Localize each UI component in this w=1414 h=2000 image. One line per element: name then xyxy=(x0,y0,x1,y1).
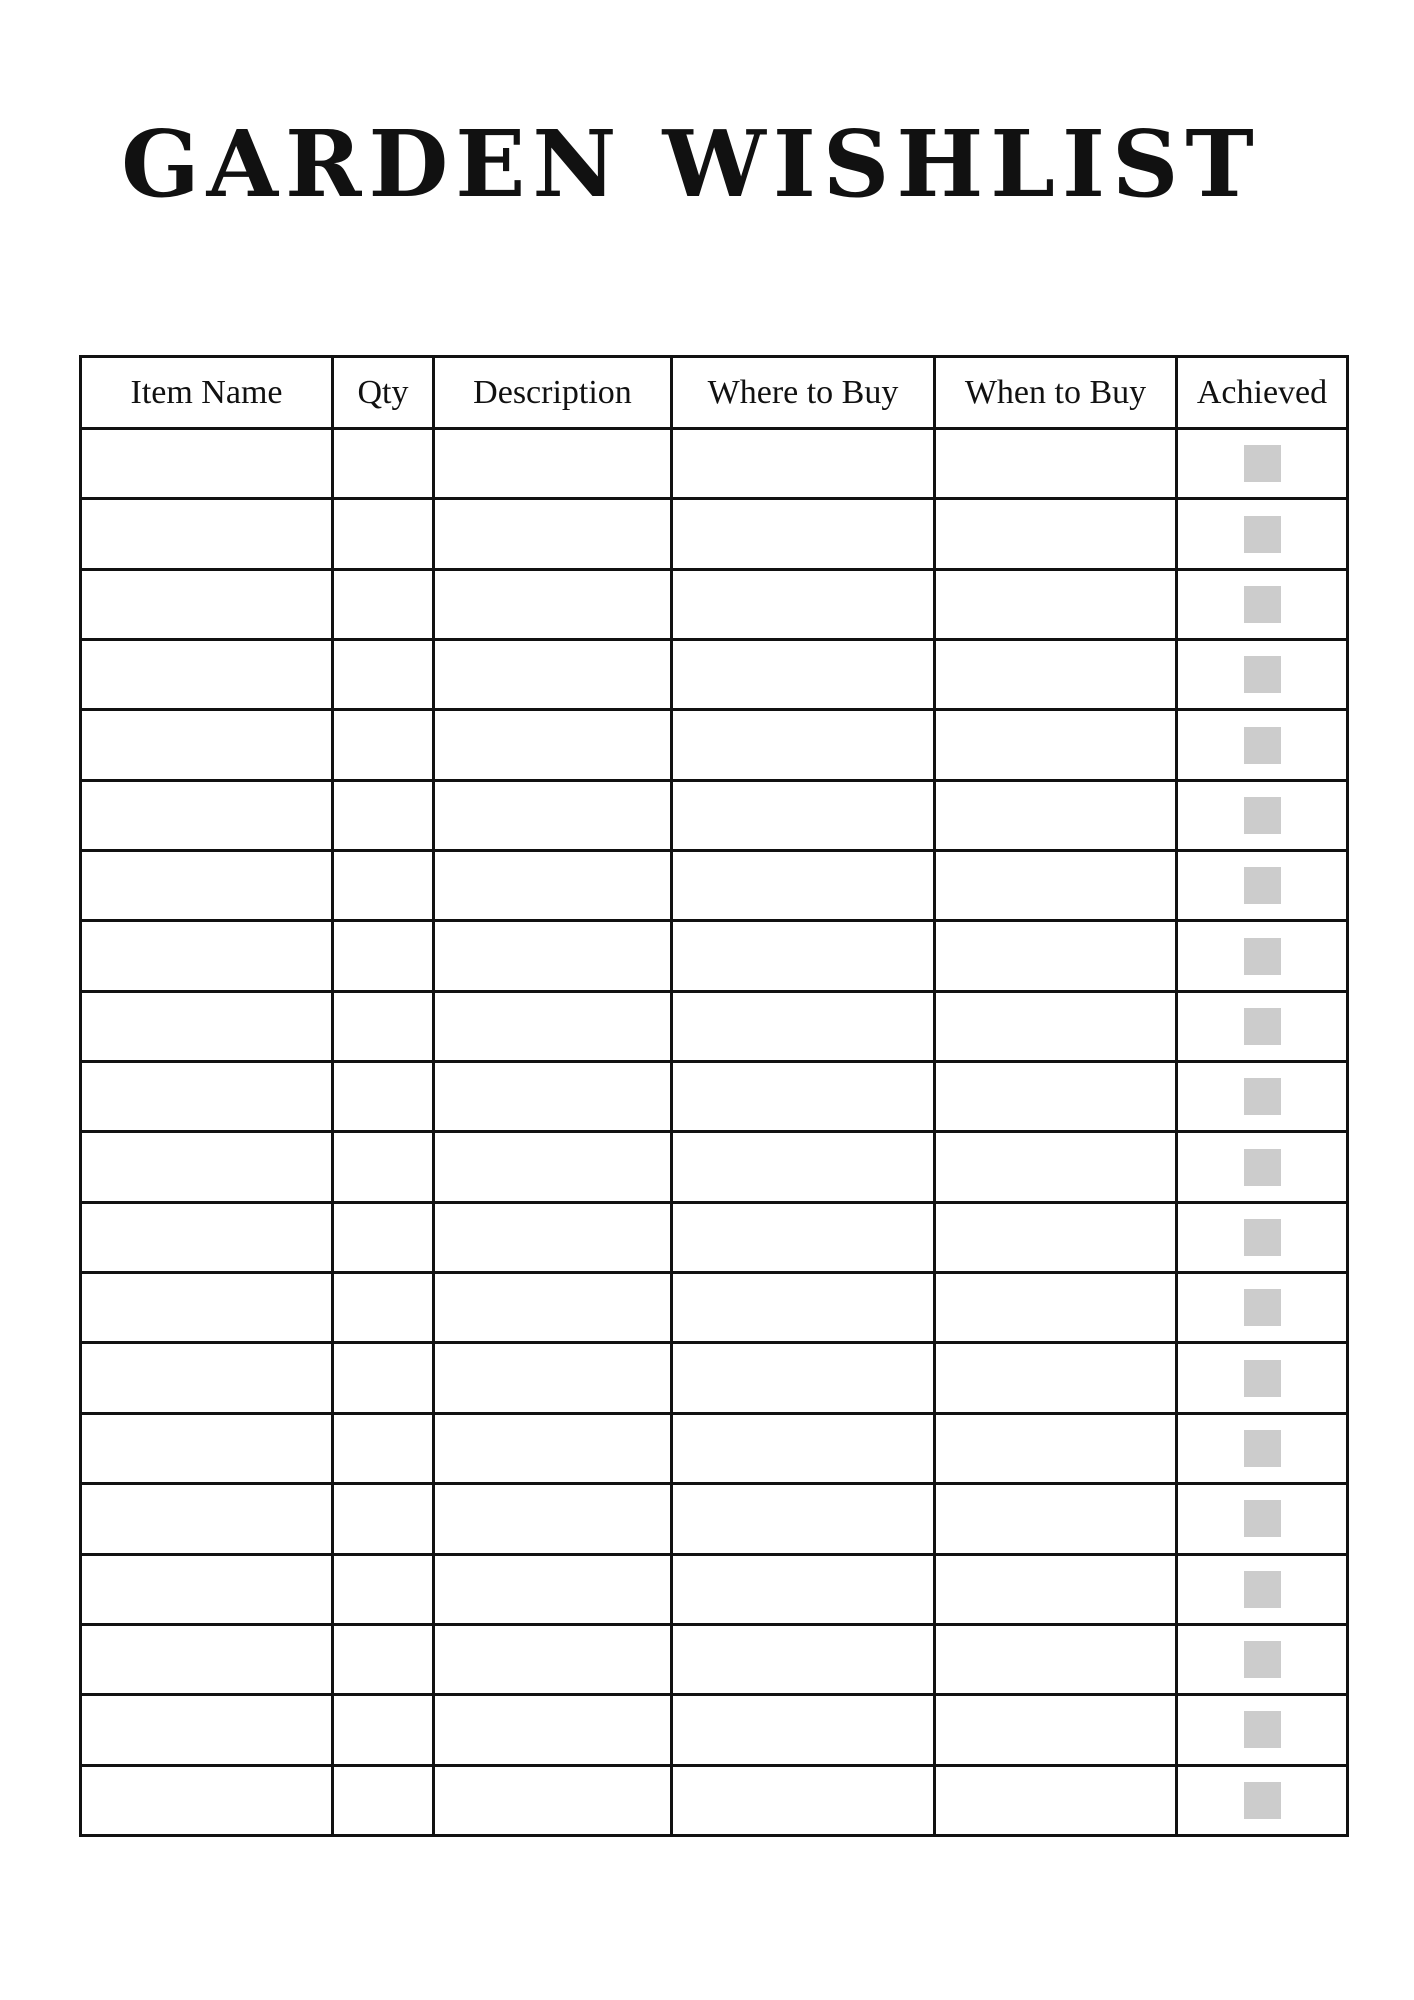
description-cell[interactable] xyxy=(434,1695,672,1765)
where-to-buy-cell[interactable] xyxy=(672,1695,935,1765)
where-to-buy-cell[interactable] xyxy=(672,569,935,639)
when-to-buy-cell[interactable] xyxy=(935,1554,1177,1624)
table-row xyxy=(81,1765,1348,1835)
when-to-buy-cell[interactable] xyxy=(935,921,1177,991)
item-name-cell[interactable] xyxy=(81,1695,333,1765)
description-cell[interactable] xyxy=(434,851,672,921)
table-row xyxy=(81,1695,1348,1765)
where-to-buy-cell[interactable] xyxy=(672,1484,935,1554)
achieved-checkbox[interactable] xyxy=(1244,1711,1281,1748)
description-cell[interactable] xyxy=(434,429,672,499)
achieved-cell xyxy=(1177,1484,1348,1554)
achieved-cell xyxy=(1177,1413,1348,1483)
table-row xyxy=(81,1484,1348,1554)
description-cell[interactable] xyxy=(434,710,672,780)
achieved-checkbox[interactable] xyxy=(1244,1500,1281,1537)
achieved-checkbox[interactable] xyxy=(1244,656,1281,693)
description-cell[interactable] xyxy=(434,921,672,991)
achieved-cell xyxy=(1177,1624,1348,1694)
table-row xyxy=(81,1343,1348,1413)
achieved-cell xyxy=(1177,1343,1348,1413)
table-row xyxy=(81,1413,1348,1483)
description-cell[interactable] xyxy=(434,1273,672,1343)
achieved-checkbox[interactable] xyxy=(1244,445,1281,482)
where-to-buy-cell[interactable] xyxy=(672,1202,935,1272)
qty-cell[interactable] xyxy=(333,1554,434,1624)
qty-cell[interactable] xyxy=(333,1343,434,1413)
achieved-cell xyxy=(1177,780,1348,850)
description-cell[interactable] xyxy=(434,569,672,639)
when-to-buy-cell[interactable] xyxy=(935,1624,1177,1694)
when-to-buy-cell[interactable] xyxy=(935,429,1177,499)
where-to-buy-cell[interactable] xyxy=(672,780,935,850)
table-row xyxy=(81,1202,1348,1272)
item-name-cell[interactable] xyxy=(81,780,333,850)
item-name-cell[interactable] xyxy=(81,1554,333,1624)
qty-cell[interactable] xyxy=(333,1132,434,1202)
item-name-cell[interactable] xyxy=(81,1132,333,1202)
table-row xyxy=(81,1624,1348,1694)
when-to-buy-cell[interactable] xyxy=(935,1343,1177,1413)
description-cell[interactable] xyxy=(434,1765,672,1835)
achieved-checkbox[interactable] xyxy=(1244,1149,1281,1186)
when-to-buy-cell[interactable] xyxy=(935,1765,1177,1835)
achieved-checkbox[interactable] xyxy=(1244,516,1281,553)
item-name-cell[interactable] xyxy=(81,640,333,710)
table-row xyxy=(81,1554,1348,1624)
when-to-buy-cell[interactable] xyxy=(935,1484,1177,1554)
achieved-cell xyxy=(1177,1132,1348,1202)
item-name-cell[interactable] xyxy=(81,1765,333,1835)
item-name-cell[interactable] xyxy=(81,1413,333,1483)
table-row xyxy=(81,499,1348,569)
table-row xyxy=(81,1273,1348,1343)
achieved-checkbox[interactable] xyxy=(1244,1289,1281,1326)
table-row xyxy=(81,429,1348,499)
achieved-cell xyxy=(1177,1273,1348,1343)
achieved-checkbox[interactable] xyxy=(1244,727,1281,764)
where-to-buy-cell[interactable] xyxy=(672,1273,935,1343)
description-cell[interactable] xyxy=(434,1132,672,1202)
table-row xyxy=(81,991,1348,1061)
qty-cell[interactable] xyxy=(333,1062,434,1132)
when-to-buy-cell[interactable] xyxy=(935,710,1177,780)
where-to-buy-cell[interactable] xyxy=(672,1765,935,1835)
qty-cell[interactable] xyxy=(333,1273,434,1343)
achieved-checkbox[interactable] xyxy=(1244,797,1281,834)
qty-cell[interactable] xyxy=(333,640,434,710)
when-to-buy-cell[interactable] xyxy=(935,1132,1177,1202)
where-to-buy-cell[interactable] xyxy=(672,851,935,921)
item-name-cell[interactable] xyxy=(81,1273,333,1343)
when-to-buy-cell[interactable] xyxy=(935,640,1177,710)
column-header-qty: Qty xyxy=(333,357,434,429)
achieved-cell xyxy=(1177,1695,1348,1765)
item-name-cell[interactable] xyxy=(81,1484,333,1554)
item-name-cell[interactable] xyxy=(81,1062,333,1132)
item-name-cell[interactable] xyxy=(81,1624,333,1694)
column-header-where-to-buy: Where to Buy xyxy=(672,357,935,429)
where-to-buy-cell[interactable] xyxy=(672,1413,935,1483)
achieved-cell xyxy=(1177,1202,1348,1272)
item-name-cell[interactable] xyxy=(81,1202,333,1272)
where-to-buy-cell[interactable] xyxy=(672,499,935,569)
achieved-checkbox[interactable] xyxy=(1244,867,1281,904)
achieved-checkbox[interactable] xyxy=(1244,938,1281,975)
table-row xyxy=(81,921,1348,991)
qty-cell[interactable] xyxy=(333,991,434,1061)
qty-cell[interactable] xyxy=(333,921,434,991)
qty-cell[interactable] xyxy=(333,1413,434,1483)
description-cell[interactable] xyxy=(434,1624,672,1694)
qty-cell[interactable] xyxy=(333,851,434,921)
where-to-buy-cell[interactable] xyxy=(672,921,935,991)
achieved-cell xyxy=(1177,499,1348,569)
column-header-item-name: Item Name xyxy=(81,357,333,429)
achieved-cell xyxy=(1177,851,1348,921)
achieved-cell xyxy=(1177,921,1348,991)
description-cell[interactable] xyxy=(434,1202,672,1272)
qty-cell[interactable] xyxy=(333,1202,434,1272)
description-cell[interactable] xyxy=(434,499,672,569)
when-to-buy-cell[interactable] xyxy=(935,1202,1177,1272)
item-name-cell[interactable] xyxy=(81,710,333,780)
item-name-cell[interactable] xyxy=(81,991,333,1061)
qty-cell[interactable] xyxy=(333,780,434,850)
description-cell[interactable] xyxy=(434,1484,672,1554)
qty-cell[interactable] xyxy=(333,429,434,499)
table-header-row xyxy=(81,357,1348,429)
when-to-buy-cell[interactable] xyxy=(935,851,1177,921)
item-name-cell[interactable] xyxy=(81,921,333,991)
achieved-checkbox[interactable] xyxy=(1244,1008,1281,1045)
column-header-when-to-buy: When to Buy xyxy=(935,357,1177,429)
table-row xyxy=(81,1062,1348,1132)
description-cell[interactable] xyxy=(434,1413,672,1483)
item-name-cell[interactable] xyxy=(81,1343,333,1413)
achieved-checkbox[interactable] xyxy=(1244,1360,1281,1397)
achieved-cell xyxy=(1177,1765,1348,1835)
where-to-buy-cell[interactable] xyxy=(672,991,935,1061)
when-to-buy-cell[interactable] xyxy=(935,499,1177,569)
where-to-buy-cell[interactable] xyxy=(672,710,935,780)
item-name-cell[interactable] xyxy=(81,851,333,921)
qty-cell[interactable] xyxy=(333,499,434,569)
qty-cell[interactable] xyxy=(333,1484,434,1554)
achieved-checkbox[interactable] xyxy=(1244,586,1281,623)
qty-cell[interactable] xyxy=(333,1765,434,1835)
qty-cell[interactable] xyxy=(333,1624,434,1694)
when-to-buy-cell[interactable] xyxy=(935,991,1177,1061)
qty-cell[interactable] xyxy=(333,569,434,639)
column-header-description: Description xyxy=(434,357,672,429)
achieved-cell xyxy=(1177,1062,1348,1132)
wishlist-table xyxy=(79,355,1349,1837)
description-cell[interactable] xyxy=(434,1062,672,1132)
page-title: GARDEN WISHLIST xyxy=(121,110,1261,218)
where-to-buy-cell[interactable] xyxy=(672,429,935,499)
where-to-buy-cell[interactable] xyxy=(672,1062,935,1132)
table-row xyxy=(81,640,1348,710)
when-to-buy-cell[interactable] xyxy=(935,1062,1177,1132)
achieved-cell xyxy=(1177,569,1348,639)
item-name-cell[interactable] xyxy=(81,499,333,569)
when-to-buy-cell[interactable] xyxy=(935,1413,1177,1483)
when-to-buy-cell[interactable] xyxy=(935,1695,1177,1765)
achieved-checkbox[interactable] xyxy=(1244,1641,1281,1678)
achieved-checkbox[interactable] xyxy=(1244,1078,1281,1115)
qty-cell[interactable] xyxy=(333,1695,434,1765)
achieved-cell xyxy=(1177,429,1348,499)
achieved-checkbox[interactable] xyxy=(1244,1571,1281,1608)
achieved-cell xyxy=(1177,991,1348,1061)
achieved-cell xyxy=(1177,1554,1348,1624)
achieved-cell xyxy=(1177,710,1348,780)
where-to-buy-cell[interactable] xyxy=(672,640,935,710)
when-to-buy-cell[interactable] xyxy=(935,780,1177,850)
description-cell[interactable] xyxy=(434,780,672,850)
table-row xyxy=(81,780,1348,850)
where-to-buy-cell[interactable] xyxy=(672,1132,935,1202)
achieved-checkbox[interactable] xyxy=(1244,1219,1281,1256)
column-header-achieved: Achieved xyxy=(1177,357,1348,429)
table-row xyxy=(81,1132,1348,1202)
when-to-buy-cell[interactable] xyxy=(935,569,1177,639)
where-to-buy-cell[interactable] xyxy=(672,1554,935,1624)
description-cell[interactable] xyxy=(434,640,672,710)
achieved-checkbox[interactable] xyxy=(1244,1430,1281,1467)
table-row xyxy=(81,710,1348,780)
where-to-buy-cell[interactable] xyxy=(672,1624,935,1694)
table-row xyxy=(81,569,1348,639)
item-name-cell[interactable] xyxy=(81,569,333,639)
description-cell[interactable] xyxy=(434,991,672,1061)
achieved-checkbox[interactable] xyxy=(1244,1782,1281,1819)
qty-cell[interactable] xyxy=(333,710,434,780)
table-row xyxy=(81,851,1348,921)
where-to-buy-cell[interactable] xyxy=(672,1343,935,1413)
item-name-cell[interactable] xyxy=(81,429,333,499)
description-cell[interactable] xyxy=(434,1343,672,1413)
when-to-buy-cell[interactable] xyxy=(935,1273,1177,1343)
description-cell[interactable] xyxy=(434,1554,672,1624)
achieved-cell xyxy=(1177,640,1348,710)
